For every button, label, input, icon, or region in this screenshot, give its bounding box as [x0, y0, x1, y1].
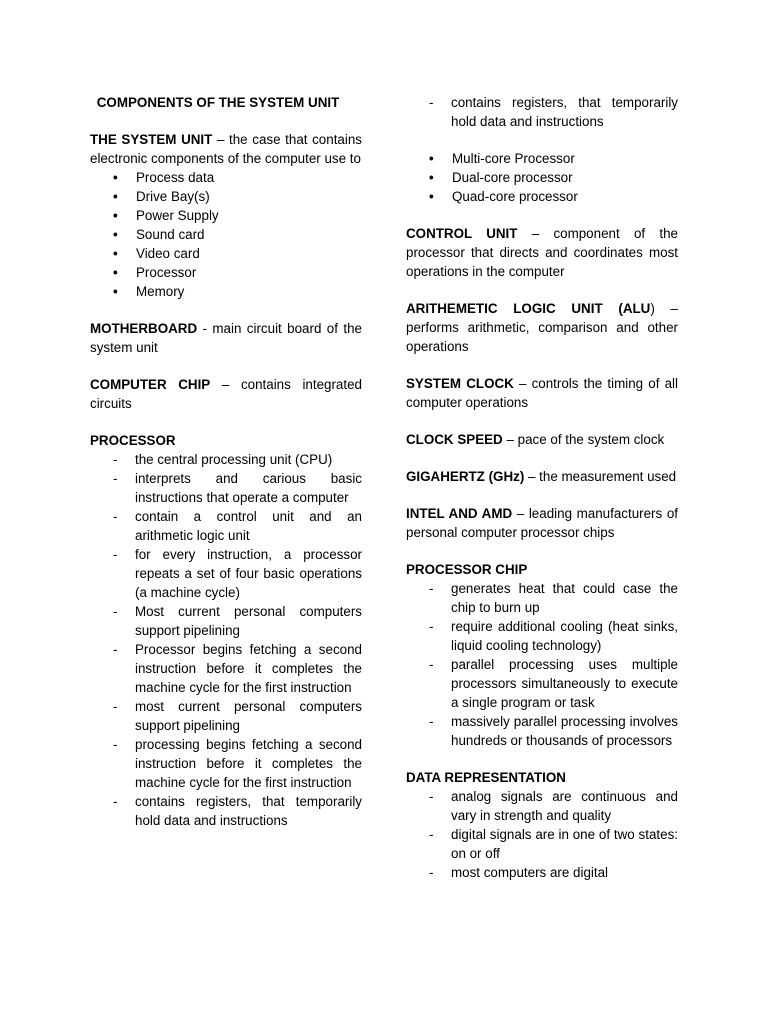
- list-item: - most computers are digital: [406, 863, 678, 882]
- system-unit-term: THE SYSTEM UNIT: [90, 132, 213, 147]
- motherboard-text: - main circuit board of the system unit: [90, 321, 362, 355]
- gigahertz-definition: [406, 467, 678, 486]
- list-item: - most current personal computers support pipelining: [90, 697, 362, 735]
- system-clock-definition: [406, 374, 678, 412]
- list-item: - interprets and carious basic instructions that operate a computer: [90, 469, 362, 507]
- list-item: - for every instruction, a processor repeats a set of four basic operations (a machine cycle): [90, 545, 362, 602]
- control-unit-text: – component of the processor that directs and coordinates most operations in the computer: [406, 226, 678, 279]
- gigahertz-term: GIGAHERTZ (GHz): [406, 469, 525, 484]
- list-item: - Processor begins fetching a second instruction before it completes the machine cycle for the first instruction: [90, 640, 362, 697]
- computer-chip-definition: [90, 375, 362, 413]
- alu-definition: [406, 299, 678, 356]
- alu-text: ) –performs arithmetic, comparison and other operations: [406, 301, 678, 354]
- page-title: COMPONENTS OF THE SYSTEM UNIT: [96, 95, 340, 110]
- computer-chip-term: COMPUTER CHIP: [90, 377, 211, 392]
- cores-list: [406, 149, 678, 206]
- data-representation-list: [406, 787, 678, 882]
- list-item: • Dual-core processor: [406, 168, 678, 187]
- processor-chip-heading: PROCESSOR CHIP: [406, 562, 528, 577]
- gigahertz-text: – the measurement used: [524, 469, 677, 484]
- clock-speed-term: CLOCK SPEED: [406, 432, 503, 447]
- system-clock-text: – controls the timing of all computer operations: [406, 376, 678, 410]
- computer-chip-text: – contains integrated circuits: [90, 377, 362, 411]
- control-unit-definition: [406, 224, 678, 281]
- clock-speed-definition: [406, 430, 678, 449]
- control-unit-term: CONTROL UNIT: [406, 226, 518, 241]
- intel-amd-definition: [406, 504, 678, 542]
- list-item: - contains registers, that temporarily hold data and instructions: [90, 792, 362, 830]
- data-representation-heading: DATA REPRESENTATION: [406, 770, 566, 785]
- system-unit-list: [90, 168, 362, 301]
- list-item: - parallel processing uses multiple processors simultaneously to execute a single program or task: [406, 655, 678, 712]
- list-item: • Process data: [90, 168, 362, 187]
- list-item: • Multi-core Processor: [406, 149, 678, 168]
- list-item: - the central processing unit (CPU): [90, 450, 362, 469]
- list-item: - require additional cooling (heat sinks, liquid cooling technology): [406, 617, 678, 655]
- list-item: • Memory: [90, 282, 362, 301]
- list-item: - processing begins fetching a second instruction before it completes the machine cycle for the first instruction: [90, 735, 362, 792]
- processor-chip-list: [406, 579, 678, 750]
- list-item: - massively parallel processing involves hundreds or thousands of processors: [406, 712, 678, 750]
- clock-speed-text: – pace of the system clock: [502, 432, 665, 447]
- list-item: • Drive Bay(s): [90, 187, 362, 206]
- list-item: - contain a control unit and an arithmetic logic unit: [90, 507, 362, 545]
- intel-amd-term: INTEL AND AMD: [406, 506, 513, 521]
- left-column: [90, 93, 362, 830]
- system-unit-text: – the case that contains electronic components of the computer use to: [90, 132, 362, 166]
- list-item: - analog signals are continuous and vary in strength and quality: [406, 787, 678, 825]
- processor-list: [90, 450, 362, 830]
- motherboard-term: MOTHERBOARD: [90, 321, 198, 336]
- list-item: - contains registers, that temporarily hold data and instructions: [406, 93, 678, 131]
- system-unit-definition: [90, 130, 362, 168]
- list-item: - generates heat that could case the chip to burn up: [406, 579, 678, 617]
- registers-list: [406, 93, 678, 131]
- motherboard-definition: [90, 319, 362, 357]
- list-item: • Sound card: [90, 225, 362, 244]
- system-clock-term: SYSTEM CLOCK: [406, 376, 514, 391]
- alu-term: ARITHEMETIC LOGIC UNIT (ALU: [406, 301, 651, 316]
- intel-amd-text: – leading manufacturers of personal computer processor chips: [406, 506, 678, 540]
- list-item: • Power Supply: [90, 206, 362, 225]
- list-item: • Video card: [90, 244, 362, 263]
- list-item: • Quad-core processor: [406, 187, 678, 206]
- right-column: [406, 93, 678, 882]
- list-item: - digital signals are in one of two states: on or off: [406, 825, 678, 863]
- processor-heading: PROCESSOR: [90, 433, 176, 448]
- list-item: • Processor: [90, 263, 362, 282]
- list-item: - Most current personal computers support pipelining: [90, 602, 362, 640]
